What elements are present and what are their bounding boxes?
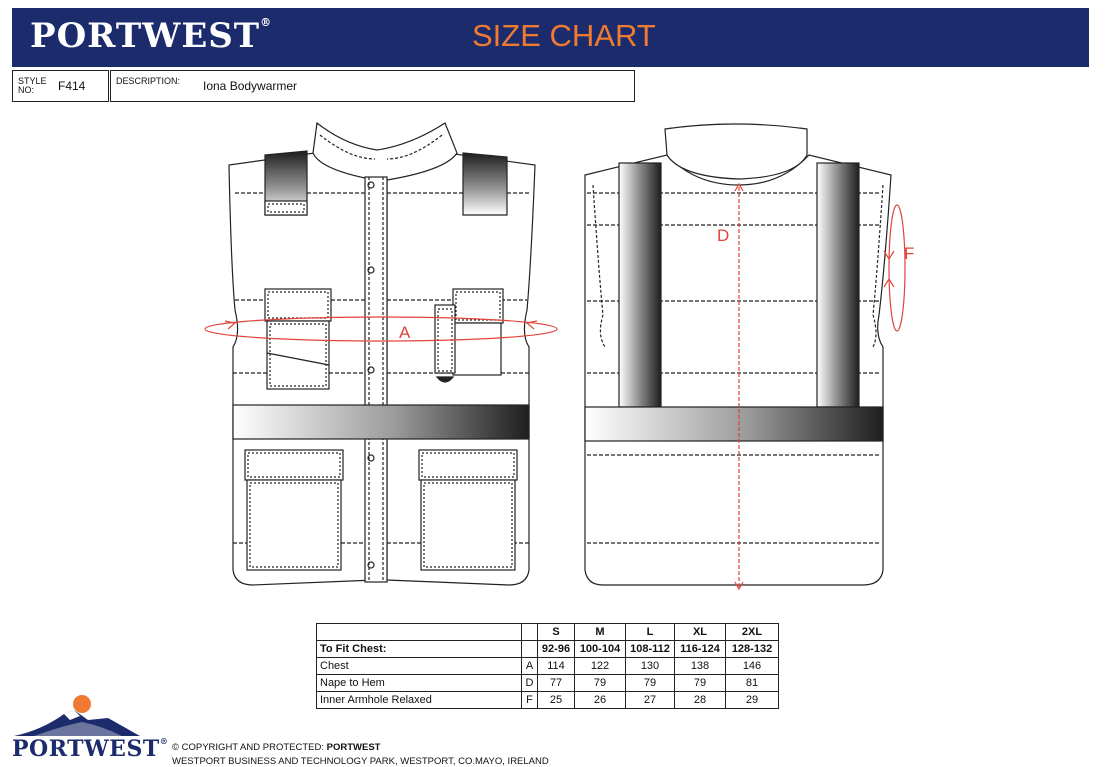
footer-brand-logo: PORTWEST®: [12, 736, 169, 762]
table-row: [317, 675, 779, 692]
style-number-label: STYLE NO:: [18, 76, 47, 95]
style-number-box: [12, 70, 109, 102]
table-row: [317, 658, 779, 675]
table-cell: 28: [675, 692, 726, 709]
size-header: M: [575, 624, 626, 641]
header-banner: [12, 8, 1089, 67]
table-cell: 25: [538, 692, 575, 709]
size-header: L: [626, 624, 675, 641]
table-cell: 100-104: [575, 641, 626, 658]
size-header-row: [317, 624, 779, 641]
description-box: [110, 70, 635, 102]
measure-label-d: D: [717, 226, 730, 245]
table-cell: 130: [626, 658, 675, 675]
table-row: [317, 692, 779, 709]
row-label: Inner Armhole Relaxed: [317, 692, 522, 709]
copyright-notice: © COPYRIGHT AND PROTECTED: PORTWEST: [172, 742, 381, 753]
table-cell: 77: [538, 675, 575, 692]
table-row: [317, 641, 779, 658]
table-cell: 108-112: [626, 641, 675, 658]
size-header: XL: [675, 624, 726, 641]
row-code: [522, 641, 538, 658]
row-label: Nape to Hem: [317, 675, 522, 692]
back-view: [585, 124, 891, 585]
row-code: F: [522, 692, 538, 709]
table-cell: 122: [575, 658, 626, 675]
size-chart-table: [316, 623, 779, 709]
size-header: 2XL: [726, 624, 779, 641]
garment-technical-drawing: [195, 115, 915, 595]
code-header-cell: [522, 624, 538, 641]
front-view: [229, 123, 535, 585]
measure-label-a: A: [399, 323, 411, 342]
description-value: Iona Bodywarmer: [203, 79, 298, 93]
table-cell: 128-132: [726, 641, 779, 658]
table-cell: 79: [675, 675, 726, 692]
table-cell: 114: [538, 658, 575, 675]
table-cell: 92-96: [538, 641, 575, 658]
size-header: S: [538, 624, 575, 641]
brand-logo: PORTWEST®: [30, 16, 273, 56]
table-cell: 29: [726, 692, 779, 709]
table-cell: 27: [626, 692, 675, 709]
table-cell: 81: [726, 675, 779, 692]
row-code: D: [522, 675, 538, 692]
row-label: Chest: [317, 658, 522, 675]
description-label: DESCRIPTION:: [116, 76, 181, 86]
table-cell: 146: [726, 658, 779, 675]
table-cell: 116-124: [675, 641, 726, 658]
style-number-value: F414: [58, 79, 86, 93]
corner-cell: [317, 624, 522, 641]
page-title: SIZE CHART: [472, 18, 656, 53]
table-cell: 79: [626, 675, 675, 692]
row-label: To Fit Chest:: [317, 641, 522, 658]
measure-label-f: F: [904, 244, 915, 263]
row-code: A: [522, 658, 538, 675]
company-address: WESTPORT BUSINESS AND TECHNOLOGY PARK, WESTPORT, CO.MAYO, IRELAND: [172, 756, 549, 767]
table-cell: 138: [675, 658, 726, 675]
table-cell: 26: [575, 692, 626, 709]
table-cell: 79: [575, 675, 626, 692]
